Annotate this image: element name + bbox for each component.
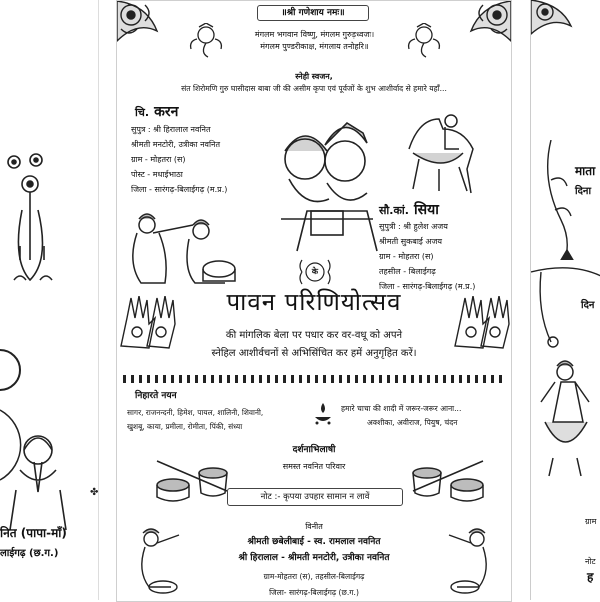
right-top-mandala-icon	[531, 0, 600, 36]
main-invitation-card	[116, 0, 512, 602]
ke-symbol: के	[311, 267, 319, 276]
drums-right-icon	[407, 457, 487, 503]
groom-detail-2: श्रीमती मनटोरी, उत्रीका नवनित	[131, 140, 221, 149]
nihaarte-names-2: खुशबू, काया, प्रमीला, रोमीता, पिंकी, संध्या	[127, 422, 243, 431]
chacha-note-line-2: अक्शीका, अवीराज, पियुष, चंदन	[367, 418, 458, 427]
diya-lamp-icon	[313, 401, 333, 425]
ganesh-banner: ॥श्री गणेशाय नमः॥	[257, 5, 369, 21]
musicians-illustration-icon	[123, 209, 243, 289]
vineet-line-1: श्रीमती छबेलीबाई - स्व. रामलाल नवनित	[247, 537, 381, 547]
groom-detail-4: पोस्ट - मधाईभाठा	[131, 170, 183, 179]
mantra-line-2: मंगलम पुण्डरीकाक्ष, मंगलाय तनोहरि॥	[260, 42, 369, 51]
groom-name: करन	[154, 104, 179, 120]
bride-name-block	[379, 199, 439, 219]
bride-prefix: सौ.कां.	[379, 204, 409, 217]
event-title: पावन परिणियोत्सव	[226, 288, 402, 316]
darshan-heading: दर्शनाभिलाषी	[292, 445, 336, 455]
greeting: स्नेही स्वजन,	[295, 72, 333, 81]
mantra-line-1: मंगलम भगवान विष्णु, मंगलम गुरुड़ध्वजः।	[254, 30, 375, 39]
groom-name-block	[135, 101, 178, 121]
groom-prefix: चि.	[135, 106, 150, 119]
groom-detail-3: ग्राम - मोहतरा (स)	[131, 155, 186, 164]
left-card-artwork	[0, 150, 98, 570]
groom-horse-icon	[399, 109, 479, 195]
right-frag-4: ग्राम	[585, 517, 597, 526]
invite-line-1: की मांगलिक बेला पर पधार कर वर-वधू को अपने	[225, 330, 403, 341]
right-frag-3: दिन	[581, 300, 595, 311]
ornamental-divider	[123, 375, 505, 383]
invite-line-2: स्नेहिल आशीर्वचनों से अभिसिंचित कर हमें अनुगृहित करें।	[211, 348, 417, 359]
right-floral-vine-icon	[531, 140, 600, 260]
right-frag-2: दिना	[575, 186, 592, 197]
right-invitation-card	[530, 0, 600, 600]
shehnai-player-left-icon	[131, 527, 183, 597]
hanging-flower-icon	[8, 154, 52, 280]
vineet-heading: विनीत	[305, 522, 323, 531]
right-dancer-icon	[531, 358, 600, 478]
right-frag-6: ह	[587, 570, 594, 584]
groom-detail-1: सुपुत्र : श्री हिरालाल नवनित	[131, 125, 211, 134]
groom-detail-5: जिला - सारंगढ़-बिलाईगढ़ (म.प्र.)	[131, 185, 228, 194]
right-frag-1: माता	[575, 164, 596, 178]
left-invitation-card	[0, 0, 99, 600]
bride-detail-2: श्रीमती सुकबाई अजय	[379, 237, 443, 246]
bride-detail-4: तहसील - बिलाईगढ़	[379, 267, 436, 276]
mehndi-hands-right-icon	[451, 296, 511, 350]
top-right-mandala-icon	[451, 1, 511, 51]
bride-detail-1: सुपुत्री : श्री हुलेश अजय	[379, 222, 448, 231]
mehndi-hands-left-icon	[117, 296, 177, 350]
svg-text:✤: ✤	[90, 487, 98, 498]
vineet-line-4: जिला- सारंगढ़-बिलाईगढ़ (छ.ग.)	[269, 588, 359, 597]
top-left-mandala-icon	[117, 1, 177, 51]
bride-name: सिया	[414, 202, 439, 218]
vineet-line-2: श्री हिरालाल - श्रीमती मनटोरी, उत्रीका नवनित	[238, 553, 390, 563]
bride-detail-5: जिला - सारंगढ़-बिलाईगढ़ (म.प्र.)	[379, 282, 476, 291]
shehnai-player-right-icon	[445, 527, 497, 597]
blessing-line: संत शिरोमणि गुरु घासीदास बाबा जी की असीम कृपा एवं पूर्वजों के शुभ आशीर्वाद से हमारे यहाँ...	[181, 84, 447, 93]
drums-left-icon	[153, 457, 233, 503]
nihaarte-heading: निहारते नयन	[135, 391, 177, 401]
namaste-woman-icon	[10, 436, 66, 530]
left-address-fragment: लाईगढ़ (छ.ग.)	[0, 548, 59, 559]
right-frag-5: नोट	[585, 557, 596, 566]
darshan-text: समस्त नवनित परिवार	[282, 462, 346, 471]
bride-detail-3: ग्राम - मोहतरा (स)	[379, 252, 434, 261]
vineet-line-3: ग्राम-मोहतरा (स), तहसील-बिलाईगढ़	[263, 572, 365, 581]
nihaarte-names-1: सागर, राजनन्दनी, हिमेश, पायल, शालिनी, शिवानी,	[127, 408, 264, 417]
left-parents-fragment: नित (पापा-माँ)	[0, 526, 67, 540]
chacha-note-line-1: हमारे चाचा की शादी में जरूर-जरूर आना...	[341, 404, 462, 413]
note-banner: नोट :- कृपया उपहार सामान न लावें	[227, 488, 403, 506]
couple-illustration-icon	[267, 101, 387, 261]
